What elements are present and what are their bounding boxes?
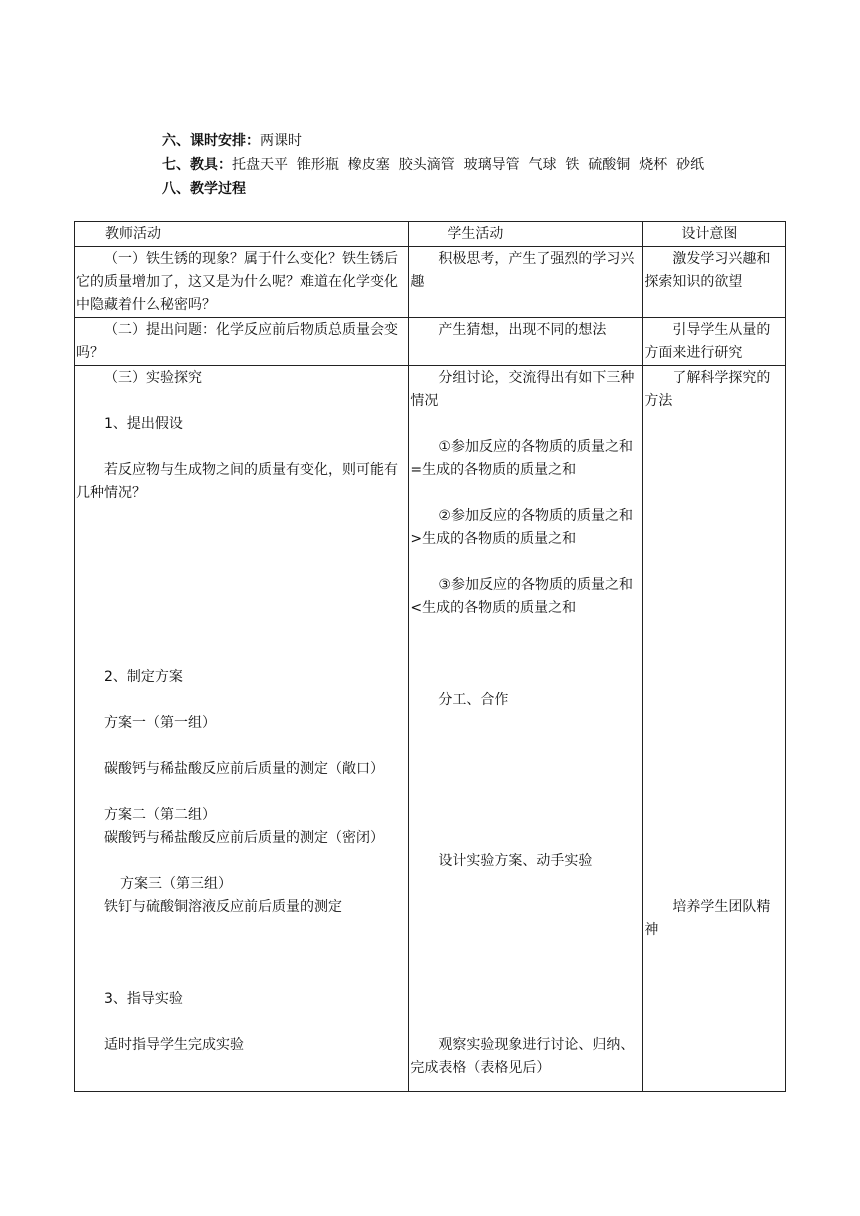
- header-intent: 设计意图: [643, 222, 786, 247]
- hypothesis-text: 若反应物与生成物之间的质量有变化，则可能有几种情况？: [76, 462, 398, 501]
- row2-intent-text: 引导学生从量的方面来进行研究: [644, 322, 771, 361]
- row2-student: [409, 318, 643, 366]
- table-header-row: [75, 222, 786, 247]
- row1-intent-text: 激发学习兴趣和探索知识的欲望: [644, 251, 771, 290]
- guide-text: 适时指导学生完成实验: [104, 1037, 244, 1053]
- row1-teacher: [75, 247, 409, 318]
- table-row: [75, 247, 786, 318]
- row3-intent: [643, 366, 786, 1092]
- experiment-title: （三）实验探究: [104, 370, 202, 386]
- plan1-desc: 碳酸钙与稀盐酸反应前后质量的测定（敞口）: [104, 761, 384, 777]
- schedule-value: 两课时: [260, 133, 302, 149]
- design-text: 设计实验方案、动手实验: [438, 853, 593, 869]
- discuss-text: 分组讨论，交流得出有如下三种情况: [410, 370, 635, 409]
- case3-text: ③参加反应的各物质的质量之和<生成的各物质的质量之和: [410, 577, 633, 616]
- row2-teacher: [75, 318, 409, 366]
- row3-teacher: [75, 366, 409, 1092]
- row2-intent: [643, 318, 786, 366]
- row1-student: [409, 247, 643, 318]
- step2-label: 2、制定方案: [104, 669, 183, 685]
- tools-value: 托盘天平 锥形瓶 橡皮塞 胶头滴管 玻璃导管 气球 铁 硫酸铜 烧杯 砂纸: [232, 157, 705, 173]
- row3-student: [409, 366, 643, 1092]
- team-text: 培养学生团队精神: [644, 899, 771, 938]
- table-row: [75, 366, 786, 1092]
- row1-intent: [643, 247, 786, 318]
- tools-line: [162, 156, 704, 174]
- plan2-title: 方案二（第二组）: [104, 807, 216, 823]
- plan3-title: 方案三（第三组）: [120, 876, 232, 892]
- process-label: 八、教学过程: [162, 181, 246, 197]
- tools-label: 七、教具：: [162, 157, 232, 173]
- table-row: [75, 318, 786, 366]
- process-heading: [162, 180, 246, 198]
- case2-text: ②参加反应的各物质的质量之和>生成的各物质的质量之和: [410, 508, 633, 547]
- plan1-title: 方案一（第一组）: [104, 715, 216, 731]
- schedule-line: [162, 132, 302, 150]
- cooperate-text: 分工、合作: [438, 692, 509, 708]
- observe-text: 观察实验现象进行讨论、归纳、完成表格（表格见后）: [410, 1037, 635, 1076]
- schedule-label: 六、课时安排：: [162, 133, 260, 149]
- header-student: 学生活动: [409, 222, 643, 247]
- plan2-desc: 碳酸钙与稀盐酸反应前后质量的测定（密闭）: [104, 830, 384, 846]
- plan3-desc: 铁钉与硫酸铜溶液反应前后质量的测定: [104, 899, 342, 915]
- header-teacher: 教师活动: [75, 222, 409, 247]
- step3-label: 3、指导实验: [104, 991, 183, 1007]
- case1-text: ①参加反应的各物质的质量之和=生成的各物质的质量之和: [410, 439, 633, 478]
- row2-student-text: 产生猜想，出现不同的想法: [438, 322, 607, 338]
- row1-student-text: 积极思考，产生了强烈的学习兴趣: [410, 251, 635, 290]
- teaching-process-table: [74, 221, 786, 1092]
- method-text: 了解科学探究的方法: [644, 370, 771, 409]
- row1-teacher-text: （一）铁生锈的现象？属于什么变化？铁生锈后它的质量增加了，这又是为什么呢？难道在化学变化中隐藏着什么秘密吗？: [76, 251, 398, 313]
- step1-label: 1、提出假设: [104, 416, 183, 432]
- row2-teacher-text: （二）提出问题：化学反应前后物质总质量会变吗？: [76, 322, 398, 361]
